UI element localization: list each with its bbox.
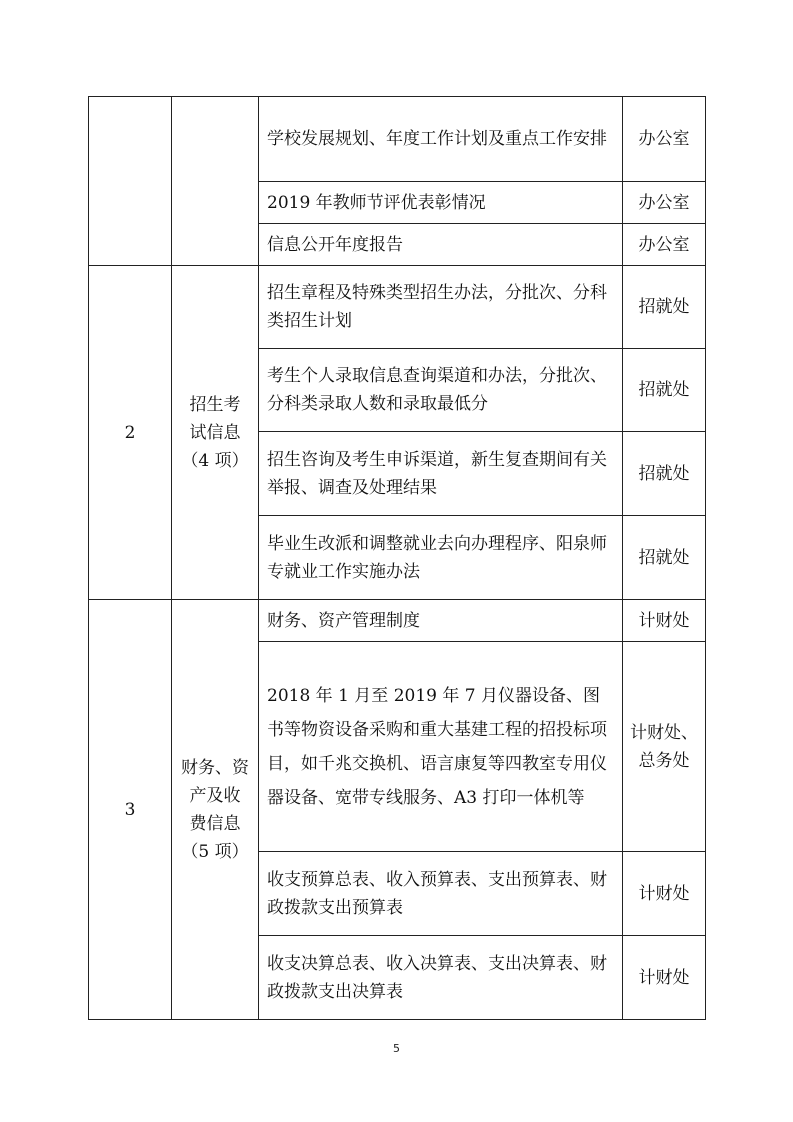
department-cell: 办公室 [623,182,706,224]
row-number-cell [89,97,172,266]
department-cell: 招就处 [623,432,706,516]
item-cell: 毕业生改派和调整就业去向办理程序、阳泉师专就业工作实施办法 [259,516,623,600]
department-cell: 招就处 [623,266,706,349]
item-cell: 考生个人录取信息查询渠道和办法，分批次、分科类录取人数和录取最低分 [259,349,623,432]
department-line: 总务处 [638,750,690,771]
item-cell: 信息公开年度报告 [259,224,623,266]
table-row [89,97,706,182]
item-cell: 学校发展规划、年度工作计划及重点工作安排 [259,97,623,182]
item-cell: 2019 年教师节评优表彰情况 [259,182,623,224]
category-line: （4 项） [181,450,249,471]
category-cell [172,97,259,266]
item-cell: 2018 年 1 月至 2019 年 7 月仪器设备、图书等物资设备采购和重大基建工程的招投标项目，如千兆交换机、语言康复等四教室专用仪器设备、宽带专线服务、A3 打印一体机等 [259,642,623,852]
category-cell [172,266,259,600]
category-line: 招生考 [189,394,241,415]
department-cell: 办公室 [623,224,706,266]
disclosure-table [88,96,706,1020]
item-cell: 收支决算总表、收入决算表、支出决算表、财政拨款支出决算表 [259,936,623,1020]
item-cell: 招生咨询及考生申诉渠道，新生复查期间有关举报、调查及处理结果 [259,432,623,516]
department-cell: 招就处 [623,516,706,600]
row-number-cell: 2 [89,266,172,600]
department-cell: 计财处 [623,852,706,936]
item-cell: 财务、资产管理制度 [259,600,623,642]
table-row [89,266,706,349]
category-cell [172,600,259,1020]
item-cell: 收支预算总表、收入预算表、支出预算表、财政拨款支出预算表 [259,852,623,936]
department-cell [623,642,706,852]
item-cell: 招生章程及特殊类型招生办法，分批次、分科类招生计划 [259,266,623,349]
row-number-cell: 3 [89,600,172,1020]
category-line: 试信息 [189,422,241,443]
department-cell: 计财处 [623,600,706,642]
department-cell: 招就处 [623,349,706,432]
department-cell: 计财处 [623,936,706,1020]
department-line: 计财处、 [630,722,698,743]
table-row [89,600,706,642]
category-line: （5 项） [181,841,249,862]
page-number: 5 [393,1042,400,1055]
category-line: 费信息 [189,813,241,834]
category-line: 财务、资 [181,757,249,778]
department-cell: 办公室 [623,97,706,182]
category-line: 产及收 [189,785,241,806]
